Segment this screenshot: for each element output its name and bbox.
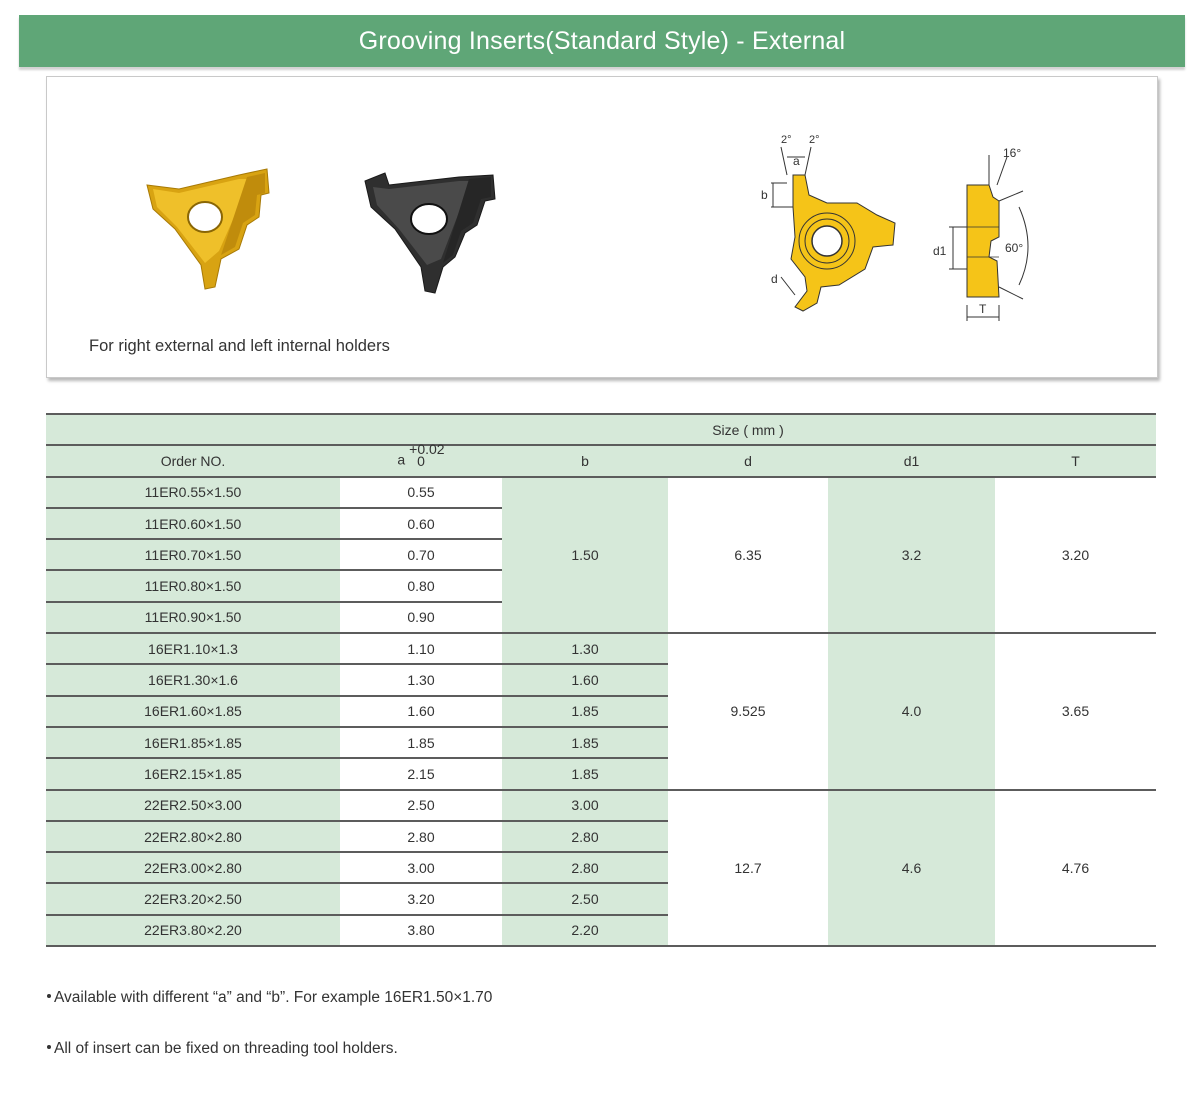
spec-table <box>46 413 1156 947</box>
order-no-cell: 22ER2.50×3.00 <box>46 790 340 821</box>
order-no-cell: 16ER1.85×1.85 <box>46 727 340 758</box>
angle-side-label: 60° <box>1005 241 1024 255</box>
dim-a-label: a <box>793 154 800 168</box>
a-value-cell: 0.60 <box>340 508 502 539</box>
note-holder-compatibility <box>47 1040 398 1058</box>
order-no-cell: 11ER0.70×1.50 <box>46 539 340 570</box>
b-value-cell: 2.80 <box>502 852 668 883</box>
order-no-cell: 16ER2.15×1.85 <box>46 758 340 789</box>
order-no-cell: 22ER3.20×2.50 <box>46 883 340 914</box>
page-title: Grooving Inserts(Standard Style) - External <box>358 26 846 55</box>
order-no-cell: 22ER3.80×2.20 <box>46 915 340 946</box>
column-header-d: d <box>668 445 828 476</box>
bullet-icon <box>47 1045 51 1049</box>
d-value-cell: 6.35 <box>668 477 828 633</box>
dim-b-label: b <box>761 188 768 202</box>
a-value-cell: 3.00 <box>340 852 502 883</box>
dim-t-label: T <box>979 302 987 316</box>
order-no-cell: 11ER0.60×1.50 <box>46 508 340 539</box>
b-value-cell: 3.00 <box>502 790 668 821</box>
order-no-cell: 16ER1.30×1.6 <box>46 664 340 695</box>
a-value-cell: 3.20 <box>340 883 502 914</box>
a-tolerance-lower: 0 <box>417 452 425 469</box>
column-header-b: b <box>502 445 668 476</box>
d1-value-cell: 4.6 <box>828 790 995 946</box>
order-no-cell: 16ER1.10×1.3 <box>46 633 340 664</box>
spec-table-container <box>46 413 1156 947</box>
a-value-cell: 0.70 <box>340 539 502 570</box>
b-value-cell: 1.30 <box>502 633 668 664</box>
a-value-cell: 2.80 <box>340 821 502 852</box>
d1-value-cell: 3.2 <box>828 477 995 633</box>
d-value-cell: 12.7 <box>668 790 828 946</box>
gold-insert-image <box>139 167 279 297</box>
b-value-cell: 1.85 <box>502 758 668 789</box>
dim-d1-label: d1 <box>933 244 947 258</box>
angle-top-label: 16° <box>1003 146 1022 160</box>
column-header-t: T <box>995 445 1156 476</box>
t-value-cell: 4.76 <box>995 790 1156 946</box>
order-no-cell: 11ER0.55×1.50 <box>46 477 340 508</box>
a-value-cell: 0.55 <box>340 477 502 508</box>
note-variant-availability <box>47 989 492 1007</box>
a-value-cell: 1.30 <box>340 664 502 695</box>
t-value-cell: 3.20 <box>995 477 1156 633</box>
black-insert-image <box>359 169 504 299</box>
a-value-cell: 1.10 <box>340 633 502 664</box>
table-row <box>46 633 1156 664</box>
order-no-cell: 22ER3.00×2.80 <box>46 852 340 883</box>
b-value-cell: 2.50 <box>502 883 668 914</box>
column-header-order: Order NO. <box>46 445 340 476</box>
a-tolerance <box>409 440 445 469</box>
order-no-cell: 11ER0.80×1.50 <box>46 570 340 601</box>
order-no-cell: 16ER1.60×1.85 <box>46 696 340 727</box>
product-image-panel <box>46 76 1158 378</box>
page-title-banner <box>19 15 1185 67</box>
a-value-cell: 2.15 <box>340 758 502 789</box>
b-value-cell: 1.50 <box>502 477 668 633</box>
table-group-header-row <box>46 414 1156 445</box>
table-row <box>46 790 1156 821</box>
a-tolerance-upper: +0.02 <box>409 440 445 457</box>
t-value-cell: 3.65 <box>995 633 1156 789</box>
b-value-cell: 1.60 <box>502 664 668 695</box>
insert-front-view-drawing <box>747 127 932 327</box>
b-value-cell: 2.80 <box>502 821 668 852</box>
header-blank-cell <box>46 414 340 445</box>
bullet-icon <box>47 994 51 998</box>
table-column-header-row <box>46 445 1156 476</box>
a-value-cell: 0.80 <box>340 570 502 601</box>
a-value-cell: 1.85 <box>340 727 502 758</box>
order-no-cell: 22ER2.80×2.80 <box>46 821 340 852</box>
d-value-cell: 9.525 <box>668 633 828 789</box>
b-value-cell: 1.85 <box>502 696 668 727</box>
a-value-cell: 1.60 <box>340 696 502 727</box>
column-header-d1: d1 <box>828 445 995 476</box>
table-row <box>46 477 1156 508</box>
order-no-cell: 11ER0.90×1.50 <box>46 602 340 633</box>
column-header-a-label: a <box>397 451 406 468</box>
angle-left-label: 2° <box>781 134 792 146</box>
insert-side-view-drawing <box>927 137 1047 327</box>
a-value-cell: 2.50 <box>340 790 502 821</box>
holder-caption: For right external and left internal holders <box>89 337 390 355</box>
note-text: Available with different “a” and “b”. For example 16ER1.50×1.70 <box>54 989 493 1006</box>
angle-right-label: 2° <box>809 134 820 146</box>
a-value-cell: 0.90 <box>340 602 502 633</box>
size-group-header: Size ( mm ) <box>340 414 1156 445</box>
note-text: All of insert can be fixed on threading tool holders. <box>54 1040 398 1057</box>
dim-d-label: d <box>771 272 778 286</box>
d1-value-cell: 4.0 <box>828 633 995 789</box>
a-value-cell: 3.80 <box>340 915 502 946</box>
b-value-cell: 1.85 <box>502 727 668 758</box>
b-value-cell: 2.20 <box>502 915 668 946</box>
column-header-a <box>340 440 502 476</box>
